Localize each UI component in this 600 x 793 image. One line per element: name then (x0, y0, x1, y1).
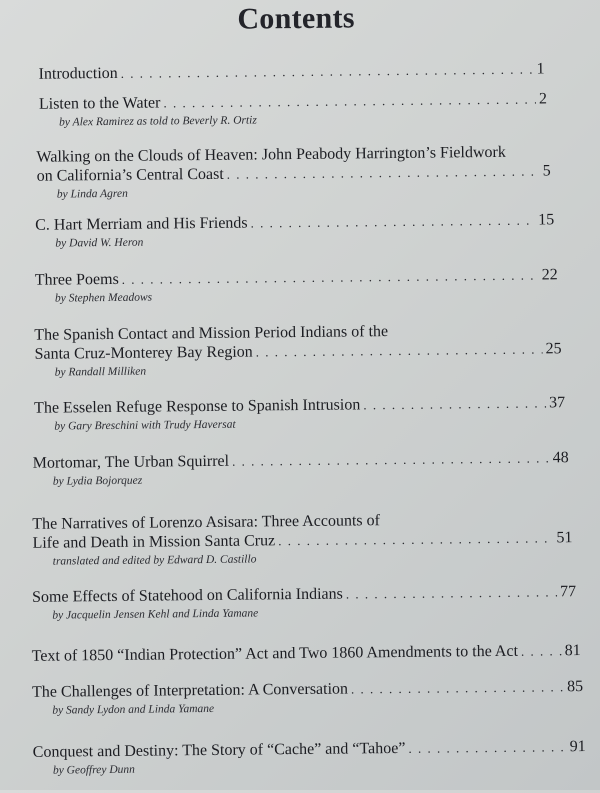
toc-entry[interactable] (32, 582, 576, 623)
entry-title-line: Walking on the Clouds of Heaven: John Peabody Harrington’s Fieldwork (36, 143, 506, 166)
toc-entry[interactable] (36, 142, 551, 201)
toc-entry[interactable] (39, 89, 547, 129)
entry-title-row (35, 210, 554, 234)
entry-title: Some Effects of Statehood on California Indians (32, 585, 343, 606)
dot-leader (256, 339, 543, 361)
entry-title: Introduction (38, 64, 118, 83)
entry-title-row (39, 89, 547, 113)
entry-title: Life and Death in Mission Santa Cruz (32, 532, 276, 552)
entry-title-line: The Spanish Contact and Mission Period Indians of the (34, 323, 389, 344)
entry-author: by Lydia Bojorquez (52, 474, 143, 488)
toc-entry[interactable] (32, 677, 583, 718)
entry-title-row (35, 265, 558, 289)
page-number: 51 (556, 529, 573, 547)
entry-title: The Challenges of Interpretation: A Conversation (32, 680, 349, 701)
page-number: 48 (552, 449, 569, 467)
entry-title: Santa Cruz-Monterey Bay Region (34, 343, 253, 363)
page-number: 15 (538, 211, 555, 229)
entry-title: Text of 1850 “Indian Protection” Act and Two 1860 Amendments to the Act (31, 642, 519, 665)
toc-entry[interactable] (34, 393, 565, 434)
toc-entry[interactable] (39, 59, 545, 83)
entry-title: Mortomar, The Urban Squirrel (32, 452, 230, 472)
entry-author: by Sandy Lydon and Linda Yamane (52, 702, 215, 717)
toc-entry[interactable] (32, 509, 573, 569)
entry-title-row (32, 641, 581, 666)
dot-leader (346, 582, 557, 603)
page-number: 85 (566, 678, 584, 696)
entry-author: by Gary Breschini with Trudy Haversat (54, 418, 236, 433)
page-number: 22 (541, 266, 558, 284)
toc-entry[interactable] (32, 641, 581, 666)
dot-leader (363, 393, 546, 414)
page-number: 25 (545, 340, 562, 358)
entry-author: translated and edited by Edward D. Castillo (52, 553, 257, 568)
dot-leader (521, 641, 562, 660)
dot-leader (121, 60, 534, 83)
entry-title: C. Hart Merriam and His Friends (35, 214, 248, 234)
entry-author: by Alex Ramirez as told to Beverly R. Ortiz (59, 114, 257, 129)
dot-leader (278, 528, 554, 550)
entry-title-row (37, 161, 551, 185)
page-number: 81 (564, 642, 581, 660)
dot-leader (351, 677, 564, 698)
toc-entry[interactable] (35, 210, 554, 250)
toc-entry[interactable] (33, 737, 586, 778)
dot-leader (232, 448, 550, 470)
page-number: 91 (569, 738, 586, 756)
entry-author: by David W. Heron (55, 236, 144, 250)
dot-leader (251, 211, 536, 233)
entry-title-row (39, 59, 545, 83)
dot-leader (122, 265, 539, 288)
entry-author: by Randall Milliken (54, 365, 147, 379)
page-number: 5 (542, 162, 551, 180)
entry-author: by Linda Agren (56, 187, 128, 201)
page-number: 1 (536, 60, 545, 78)
page-number: 2 (538, 90, 548, 108)
page-number: 77 (559, 583, 577, 601)
entry-title: on California’s Central Coast (36, 165, 224, 185)
toc-entry[interactable] (33, 448, 569, 489)
entry-title: The Esselen Refuge Response to Spanish Intrusion (34, 396, 361, 417)
entry-title-line: The Narratives of Lorenzo Asisara: Three Accounts of (32, 512, 380, 533)
entry-author: by Geoffrey Dunn (52, 763, 135, 777)
entry-title: Three Poems (34, 270, 119, 289)
toc-entry[interactable] (34, 320, 562, 380)
dot-leader (408, 737, 566, 758)
entry-author: by Stephen Meadows (54, 291, 153, 305)
entry-author: by Jacquelin Jensen Kehl and Linda Yamane (52, 607, 259, 622)
page-title: Contents (237, 1, 355, 36)
page-number: 37 (549, 394, 566, 412)
toc-entry[interactable] (35, 265, 558, 305)
dot-leader (227, 161, 540, 183)
dot-leader (163, 90, 536, 113)
entry-title: Conquest and Destiny: The Story of “Cache” and “Tahoe” (32, 739, 406, 761)
entry-title: Listen to the Water (38, 94, 161, 113)
